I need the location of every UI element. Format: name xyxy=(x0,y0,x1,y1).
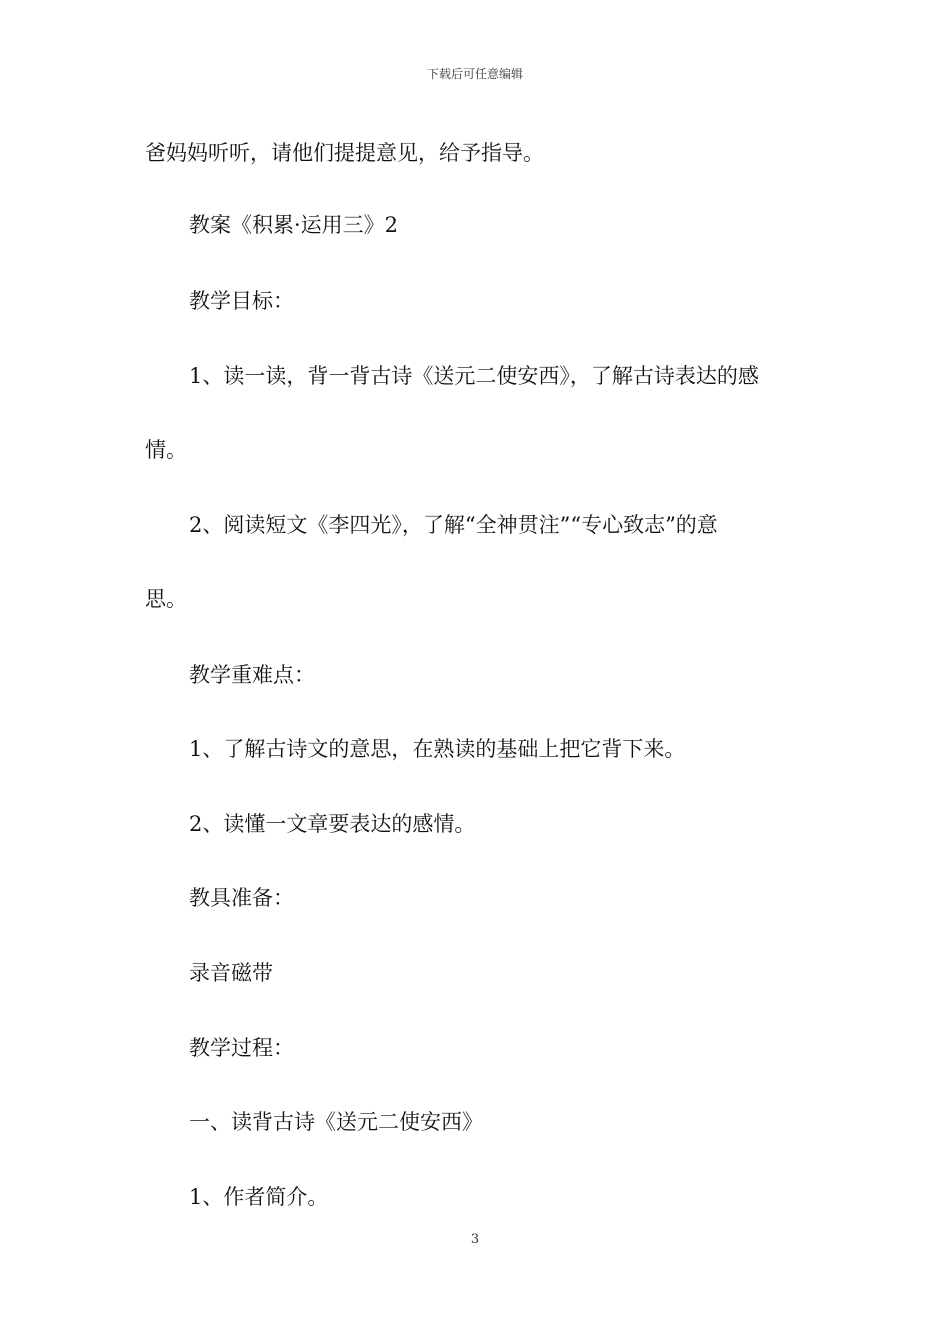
section-heading-materials: 教具准备： xyxy=(189,886,294,910)
page-header: 下载后可任意编辑 xyxy=(426,67,523,81)
materials-item: 录音磁带 xyxy=(189,961,273,985)
goal-1-line-1: 1、读一读，背一背古诗《送元二使安西》，了解古诗表达的感 xyxy=(189,364,759,388)
key-point-2: 2、读懂一文章要表达的感情。 xyxy=(189,812,476,836)
page-number: 3 xyxy=(470,1232,480,1247)
key-point-1: 1、了解古诗文的意思，在熟读的基础上把它背下来。 xyxy=(189,737,686,761)
paragraph-continuation: 爸妈妈听听，请他们提提意见，给予指导。 xyxy=(145,141,544,165)
section-heading-key-points: 教学重难点： xyxy=(189,663,315,687)
section-heading-goals: 教学目标： xyxy=(189,289,294,313)
goal-2-line-2: 思。 xyxy=(145,587,187,611)
lesson-title: 教案《积累·运用三》2 xyxy=(189,213,399,237)
process-step-1: 一、读背古诗《送元二使安西》 xyxy=(189,1110,483,1134)
process-substep-1: 1、作者简介。 xyxy=(189,1185,329,1209)
section-heading-process: 教学过程： xyxy=(189,1036,294,1060)
goal-1-line-2: 情。 xyxy=(145,438,187,462)
goal-2-line-1: 2、阅读短文《李四光》，了解“全神贯注”“专心致志”的意 xyxy=(189,513,718,537)
